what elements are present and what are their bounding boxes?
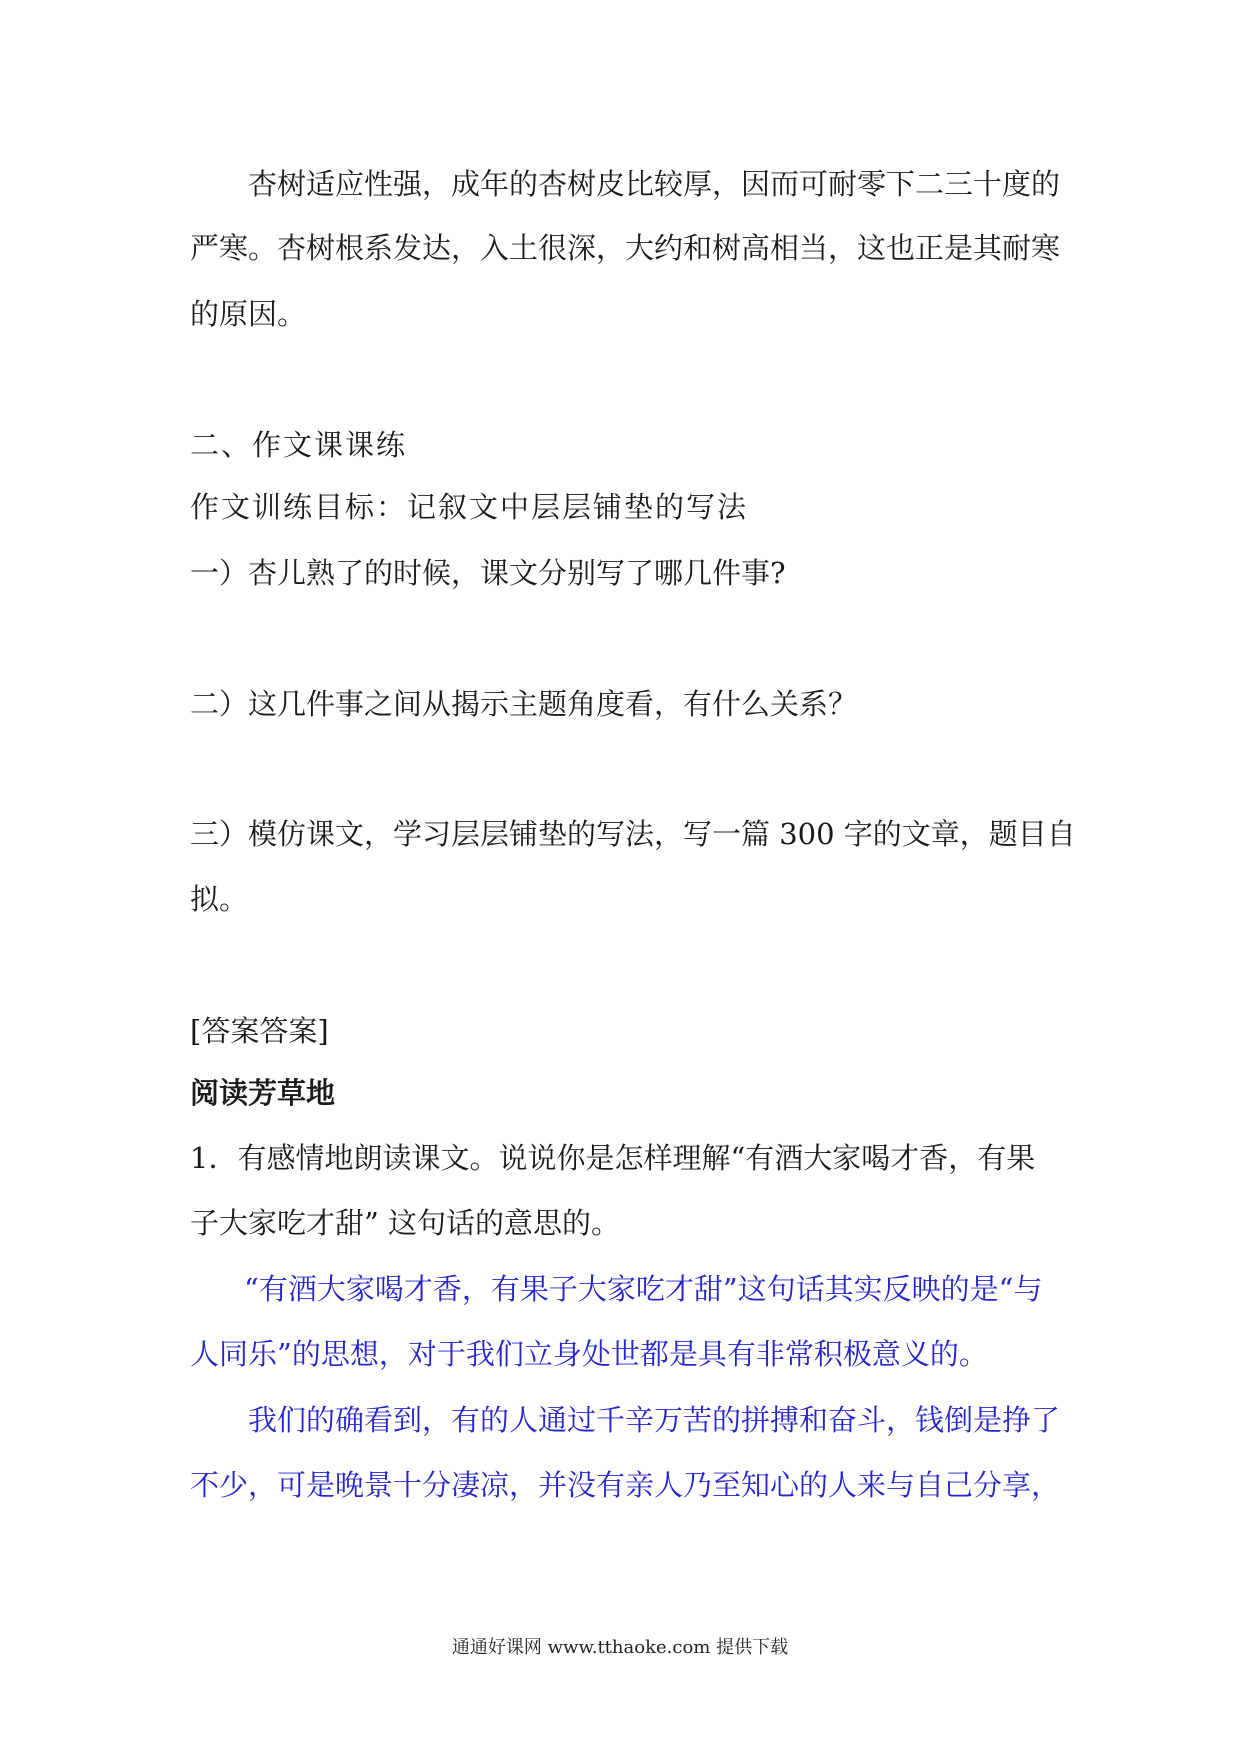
- answer-paragraph2-line1: 我们的确看到，有的人通过千辛万苦的拼搏和奋斗，钱倒是挣了: [248, 1403, 1061, 1437]
- item1-line2: 子大家吃才甜” 这句话的意思的。: [190, 1206, 621, 1240]
- section2-heading: 二、作文课课练: [190, 428, 408, 462]
- item1-line1: 1．有感情地朗读课文。说说你是怎样理解“有酒大家喝才香，有果: [190, 1141, 1036, 1175]
- paragraph1-line2: 严寒。杏树根系发达，入土很深，大约和树高相当，这也正是其耐寒: [190, 231, 1061, 265]
- answer-paragraph1-line2: 人同乐”的思想，对于我们立身处世都是具有非常积极意义的。: [190, 1337, 988, 1371]
- paragraph1-line1: 杏树适应性强，成年的杏树皮比较厚，因而可耐零下二三十度的: [248, 167, 1061, 201]
- question-3-line2: 拟。: [190, 882, 249, 916]
- question-2: 二）这几件事之间从揭示主题角度看，有什么关系？: [190, 687, 858, 721]
- question-3-line1: 三）模仿课文，学习层层铺垫的写法，写一篇 300 字的文章，题目自: [190, 817, 1076, 851]
- question-1: 一）杏儿熟了的时候，课文分别写了哪几件事?: [190, 556, 786, 590]
- answer-paragraph1-line1: “有酒大家喝才香，有果子大家吃才甜”这句话其实反映的是“与: [244, 1272, 1043, 1306]
- page-footer: 通通好课网 www.tthaoke.com 提供下载: [451, 1637, 789, 1658]
- paragraph1-line3: 的原因。: [190, 297, 307, 331]
- writing-goal: 作文训练目标：记叙文中层层铺垫的写法: [190, 490, 749, 524]
- answer-paragraph2-line2: 不少，可是晚景十分凄凉，并没有亲人乃至知心的人来与自己分享，: [190, 1468, 1061, 1502]
- answer-label: [答案答案]: [190, 1014, 329, 1048]
- section-title: 阅读芳草地: [190, 1076, 336, 1110]
